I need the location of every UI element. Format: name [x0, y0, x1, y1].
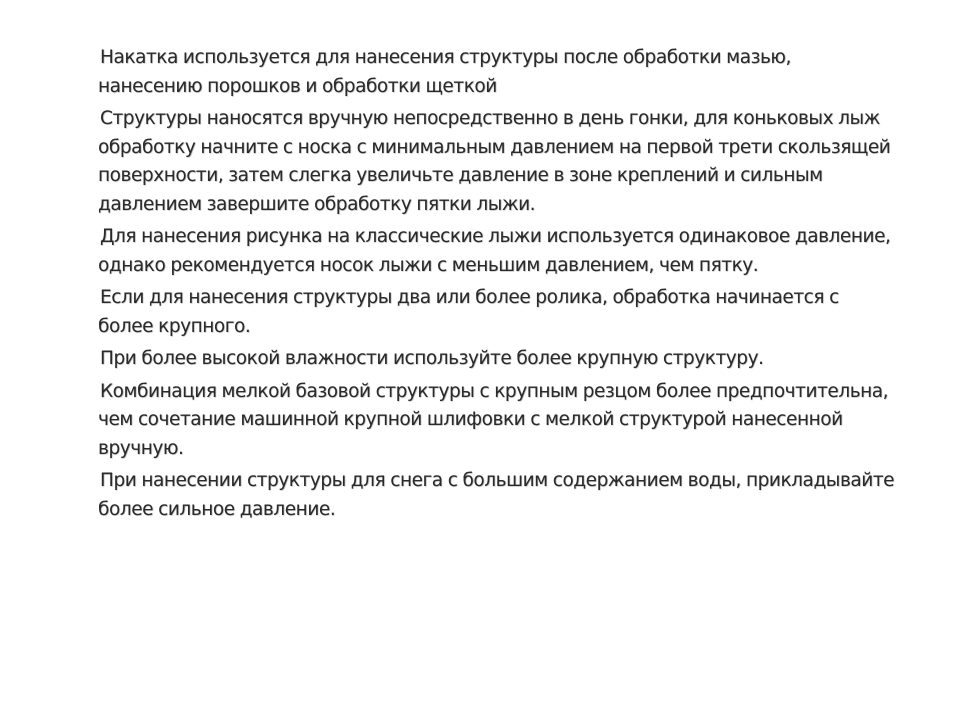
- paragraph-3: Для нанесения рисунка на классические лыжи используется одинаковое давление, однако рекомендуется носок лыжи с меньшим давлением, чем пятку.: [98, 226, 891, 276]
- paragraph-4: Если для нанесения структуры два или более ролика, обработка начинается с более крупного.: [98, 287, 839, 337]
- paragraph-7: При нанесении структуры для снега с большим содержанием воды, прикладывайте более сильное давление.: [98, 470, 895, 520]
- paragraph-6: Комбинация мелкой базовой структуры с крупным резцом более предпочтительна, чем сочетание машинной крупной шлифовки с мелкой структурой нанесенной вручную.: [98, 380, 889, 459]
- paragraph-2: Структуры наносятся вручную непосредственно в день гонки, для коньковых лыж обработку начните с носка с минимальным давлением на первой трети скользящей поверхности, затем слегка увеличьте давление в зоне креплений и сильным давлением завершите обработку пятки лыжи.: [98, 108, 891, 215]
- paragraph-5: При более высокой влажности используйте более крупную структуру.: [100, 348, 764, 369]
- paragraph-1: Накатка используется для нанесения структуры после обработки мазью, нанесению порошков и обработки щеткой: [98, 47, 791, 97]
- slide-body-text: [98, 40, 898, 528]
